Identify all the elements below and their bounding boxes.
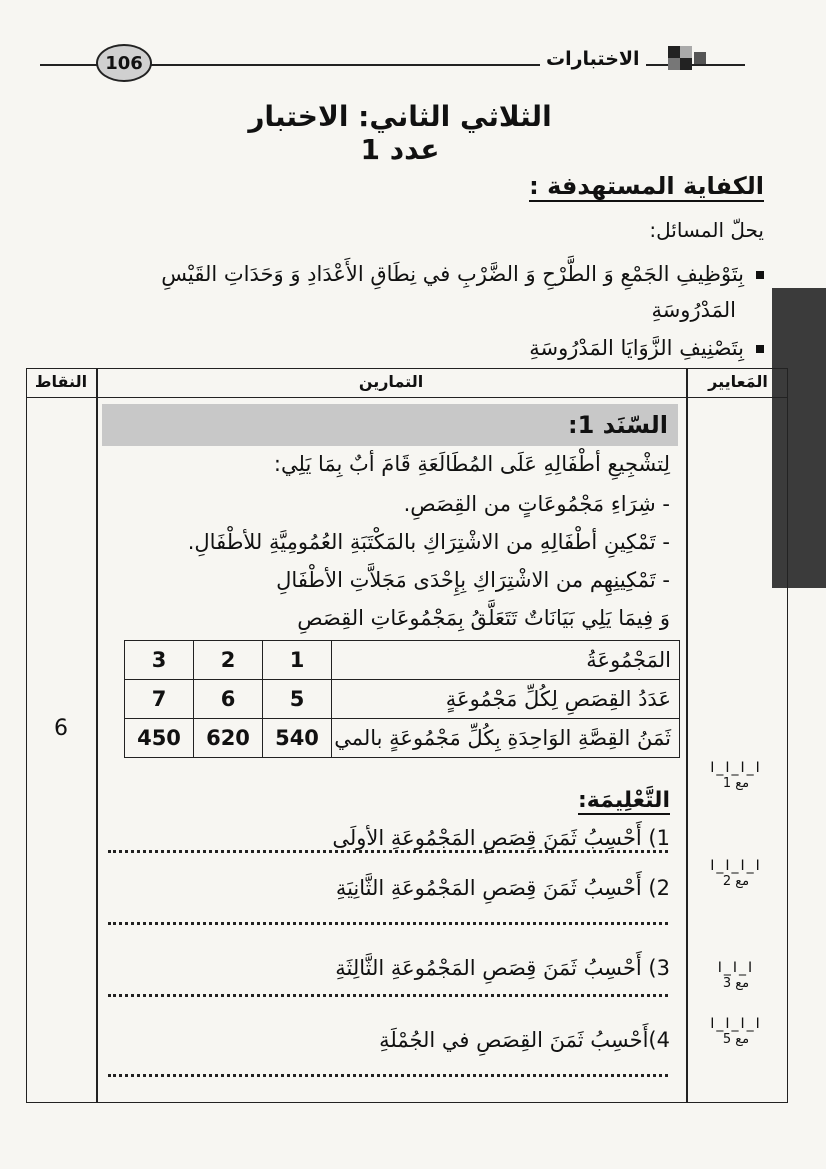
collections-table [124, 640, 680, 758]
question: 1) أَحْسِبُ ثَمَنَ قِصَصِ المَجْمُوعَةِ الأولَى [332, 826, 670, 850]
column-divider [96, 368, 98, 1103]
cell-value: 450 [125, 719, 194, 758]
sanad-line: - تَمْكِينِ أطْفَالِهِ من الاشْتِرَاكِ بالمَكْتَبَةِ العُمُومِيَّةِ للأطْفَالِ. [187, 530, 670, 554]
exercises-header: التمارين [358, 372, 424, 391]
cell-value: 1 [263, 641, 332, 680]
points-header: النقاط [34, 372, 88, 391]
criterion-marker: I_I_I_I مع 1 [710, 760, 762, 791]
cell-value: 7 [125, 680, 194, 719]
question: 3) أَحْسِبُ ثَمَنَ قِصَصِ المَجْمُوعَةِ الثَّالِثَةِ [335, 956, 670, 980]
competency-intro: يحلّ المسائل: [649, 218, 764, 242]
table-row [125, 680, 680, 719]
sanad-line: - شِرَاءِ مَجْمُوعَاتٍ من القِصَصِ. [403, 492, 670, 516]
criterion-marker: I_I_I_I مع 5 [710, 1016, 762, 1047]
question: 2) أَحْسِبُ ثَمَنَ قِصَصِ المَجْمُوعَةِ الثَّانِيَةِ [335, 876, 670, 900]
cell-value: 620 [194, 719, 263, 758]
instruction-heading: التَّعْلِيمَة: [577, 788, 670, 813]
row-label: المَجْمُوعَةُ [332, 641, 680, 680]
table-row [125, 641, 680, 680]
sanad-line: لِتشْجِيعِ أطْفَالِهِ عَلَى المُطَالَعَةِ قَامَ أبٌ بِمَا يَلِي: [273, 452, 670, 476]
bullet-icon [756, 345, 764, 353]
page-title: الثلاثي الثاني: الاختبار عدد 1 [248, 100, 552, 166]
competency-bullet-continuation: المَدْرُوسَةِ [651, 298, 736, 322]
cell-value: 2 [194, 641, 263, 680]
row-label: عَدَدُ القِصَصِ لِكُلِّ مَجْمُوعَةٍ [332, 680, 680, 719]
page-number: 106 [96, 44, 152, 82]
section-squares-icon [668, 46, 708, 76]
answer-line[interactable] [108, 922, 668, 925]
cell-value: 5 [263, 680, 332, 719]
cell-value: 540 [263, 719, 332, 758]
cell-value: 6 [194, 680, 263, 719]
cell-value: 3 [125, 641, 194, 680]
row-label: ثَمَنُ القِصَّةِ الوَاحِدَةِ بِكُلِّ مَجْمُوعَةٍ بالمي [332, 719, 680, 758]
answer-line[interactable] [108, 1074, 668, 1077]
criterion-marker: I_I_I_I مع 2 [710, 858, 762, 889]
section-label: الاختبارات [540, 48, 646, 70]
table-row [125, 719, 680, 758]
answer-line[interactable] [108, 994, 668, 997]
competency-bullet: بِتَوْظِيفِ الجَمْعِ وَ الطَّرْحِ وَ الضَّرْبِ في نِطَاقِ الأَعْدَادِ وَ وَحَدَاتِ القَيْسِ [161, 256, 764, 292]
sanad-line: - تَمْكِينِهِم من الاشْتِرَاكِ بِإِحْدَى مَجَلاَّتِ الأطْفَالِ [276, 568, 670, 592]
column-divider [686, 368, 688, 1103]
competency-heading: الكفاية المستهدفة : [529, 172, 764, 200]
sanad-line: وَ فِيمَا يَلِي بَيَانَاتٌ تَتَعَلَّقُ بِمَجْمُوعَاتِ القِصَصِ [297, 606, 670, 630]
criterion-marker: I_I_I مع 3 [717, 960, 755, 991]
sanad-label: السّنَد 1: [102, 404, 678, 446]
points-value: 6 [54, 716, 68, 741]
question: 4)أَحْسِبُ ثَمَنَ القِصَصِ في الجُمْلَةِ [379, 1028, 670, 1052]
bullet-icon [756, 271, 764, 279]
answer-line[interactable] [108, 850, 668, 853]
criteria-header: المَعايير [708, 372, 768, 391]
competency-bullet: بِتَصْنِيفِ الزَّوَايَا المَدْرُوسَةِ [529, 330, 764, 366]
